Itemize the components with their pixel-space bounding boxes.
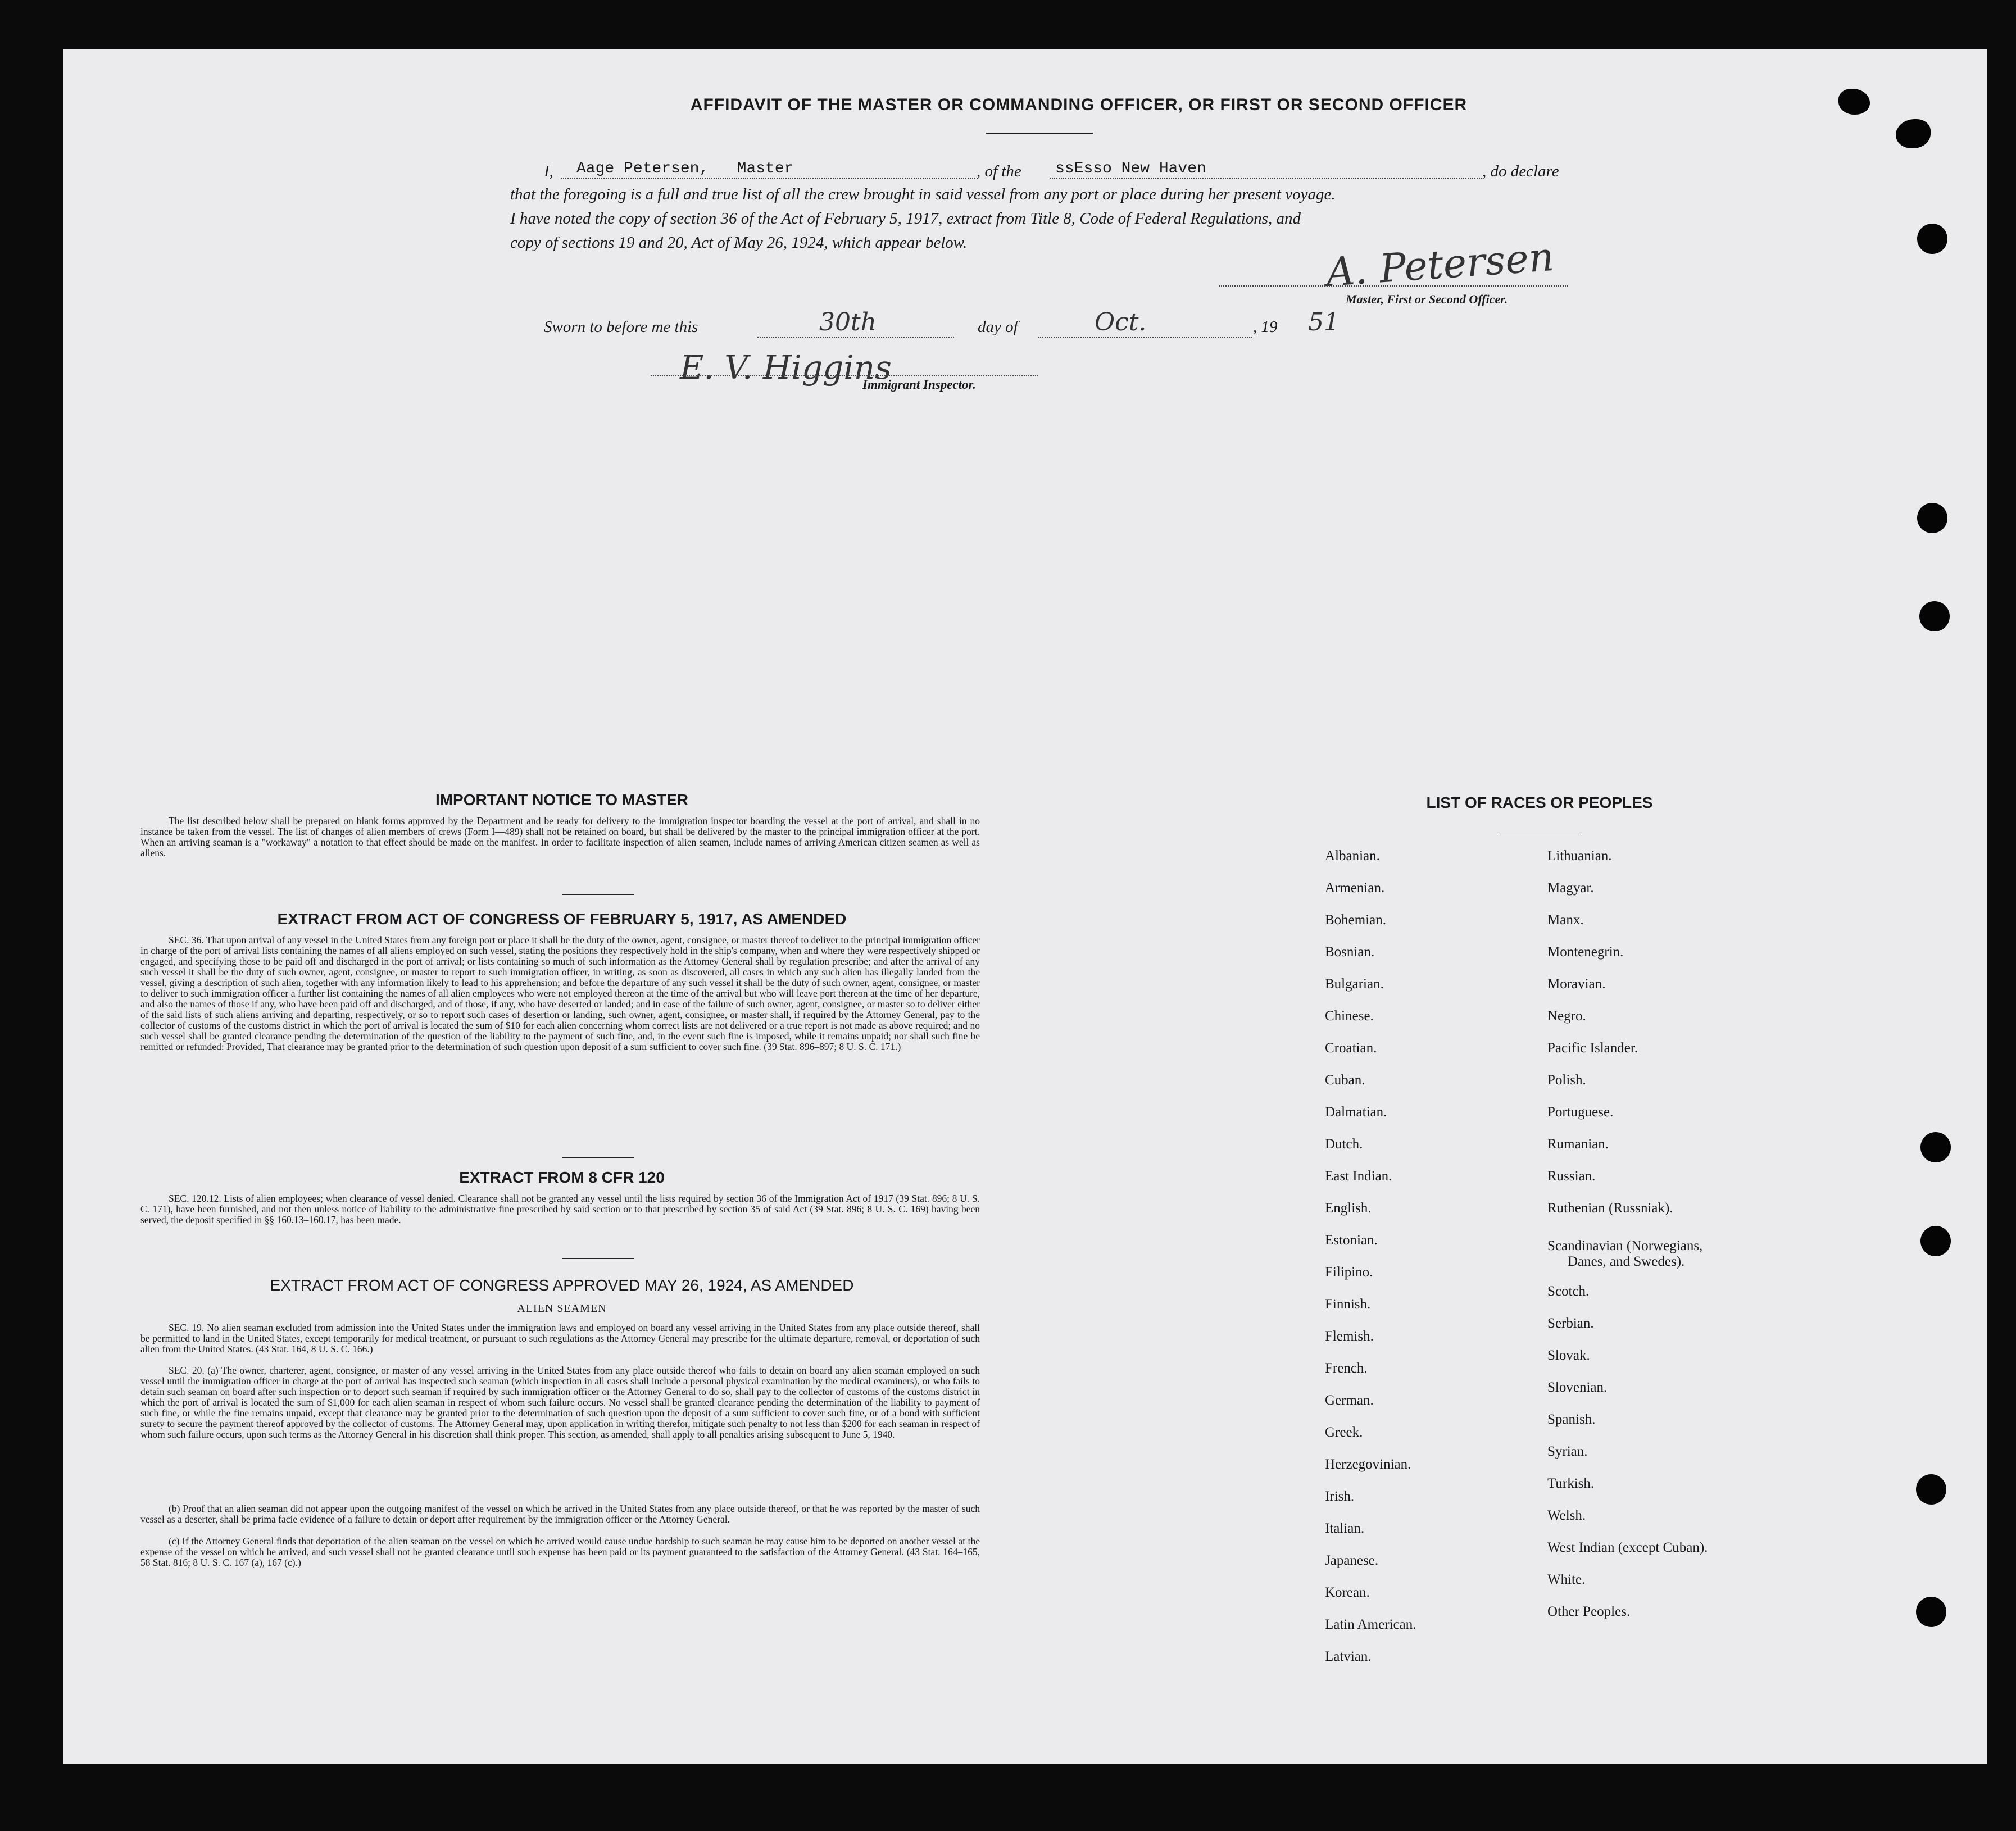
race-item: Bohemian. (1325, 912, 1387, 928)
punch-hole (1920, 1226, 1951, 1256)
race-item: East Indian. (1325, 1169, 1392, 1184)
do-declare-label: , do declare (1482, 162, 1559, 180)
races-column-1 (1325, 848, 1527, 1681)
sec19-text: SEC. 19. No alien seaman excluded from admission into the United States under the immigration laws and employed on board any vessel arriving in the United States from any place outside thereof, shall be permitted to land in the United States, except temporarily for medical treatment, or pursuant to such regulations as the Attorney General may prescribe for the ultimate departure, removal, or deportation of such alien from the United States. (43 Stat. 164, 8 U. S. C. 166.) (140, 1322, 980, 1355)
affidavit-line2: that the foregoing is a full and true list of all the crew brought in said vessel from any port or place during her present voyage. (510, 185, 1336, 203)
sworn-month-field: Oct. (1038, 308, 1252, 338)
sec20a-text: SEC. 20. (a) The owner, charterer, agent, consignee, or master of any vessel arriving in the United States from any place outside thereof who fails to detain on board any alien seaman employed on such vessel until the immigration officer in charge at the port of arrival has inspected such seaman (which inspection in all cases shall include a personal physical examination by the medical examiners), or who fails to detain such seaman on board after such inspection or to deport such seaman if required by such immigration officer or the Attorney General to do so, shall pay to the collector of customs of the customs district in which the port of arrival is located the sum of $1,000 for each alien seaman in respect of whom such failure occurs. No vessel shall be granted clearance pending the determination of the liability to payment of such fine, or while the fine remains unpaid, except that clearance may be granted prior to the determination of such question upon the deposit of a sum sufficient to cover such fine, or of a bond with sufficient surety to secure the payment thereof approved by the collector of customs. The Attorney General may, upon application in writing therefor, mitigate such penalty to not less than $200 for each seaman in respect of whom such failure occurs, upon such terms as the Attorney General in his discretion shall think proper. This section, as amended, shall apply to all penalties arising subsequent to June 5, 1940. (140, 1365, 980, 1440)
inspector-signature-line (651, 375, 1038, 376)
race-item: Welsh. (1547, 1508, 1586, 1523)
year-prefix-label: , 19 (1253, 318, 1278, 336)
race-item: Japanese. (1325, 1553, 1379, 1568)
extract-1917-title: EXTRACT FROM ACT OF CONGRESS OF FEBRUARY 5, 1917, AS AMENDED (277, 910, 847, 928)
title-underline (986, 133, 1093, 134)
punch-hole (1917, 503, 1947, 533)
race-item: Albanian. (1325, 848, 1380, 864)
sec20c-text: (c) If the Attorney General finds that deportation of the alien seaman on the vessel on which he arrived would cause undue hardship to such seaman he may cause him to be deported on another vessel at the expense of the vessel on which he arrived, and such vessel shall not be granted clearance until such expense has been paid or its payment guaranteed to the satisfaction of the Attorney General. (43 Stat. 164–165, 58 Stat. 816; 8 U. S. C. 167 (a), 167 (c).) (140, 1535, 980, 1568)
race-item: White. (1547, 1572, 1586, 1587)
i-label: I, (544, 162, 553, 180)
race-item: English. (1325, 1201, 1372, 1216)
race-item: Filipino. (1325, 1265, 1373, 1280)
extract-1917-body: SEC. 36. That upon arrival of any vessel in the United States from any foreign port or place it shall be the duty of the owner, agent, consignee, or master thereof to deliver to the principal immigration officer in charge of the port of arrival lists containing the names of all aliens employed on such vessel, stating the positions they respectively hold in the ship's company, when and where they were respectively shipped or engaged, and specifying those to be paid off and discharged in the port of arrival; or lists containing so much of such information as the Attorney General shall by regulation prescribe; and after the arrival of any such vessel it shall be the duty of such owner, agent, consignee, or master to report to such immigration officer, in writing, as soon as discovered, all cases in which any such alien has illegally landed from the vessel, giving a description of such alien, together with any information likely to lead to his apprehension; and before the departure of any such vessel it shall be the duty of such owner, agent, consignee, or master to deliver to such immigration officer a further list containing the names of all alien employees who were not employed thereon at the time of the arrival but who will leave port thereon at the time of her departure, and also the names of those if any, who have been paid off and discharged, and of those, if any, who have deserted or landed; and in case of the failure of such owner, agent, consignee, or master so to deliver either of the said lists of such aliens arriving and departing, respectively, or so to report such cases of desertion or landing, such owner, agent, consignee, or master shall, if required by the Attorney General, pay to the collector of customs of the customs district in which the port of arrival is located the sum of $10 for each alien concerning whom correct lists are not delivered or a true report is not made as above required; and no such vessel shall be granted clearance pending the determination of the question of the liability to the payment of such fine, and, in the event such fine is imposed, while it remains unpaid; nor shall such fine be remitted or refunded: Provided, That clearance may be granted prior to the determination of such question upon deposit of a sum sufficient to cover such fine. (39 Stat. 896–897; 8 U. S. C. 171.) (140, 934, 980, 1052)
sworn-line (544, 308, 1359, 343)
race-item: Syrian. (1547, 1444, 1588, 1459)
inspector-caption: Immigrant Inspector. (862, 378, 976, 392)
race-item: Serbian. (1547, 1316, 1594, 1331)
extract-8cfr-body: SEC. 120.12. Lists of alien employees; when clearance of vessel denied. Clearance shall not be granted any vessel until the lists required by section 36 of the Immigration Act of 1917 (39 Stat. 896; 8 U. S. C. 171), have been furnished, and not then unless notice of liability to the administrative fine prescribed by said section or to that prescribed by section 35 of said Act (39 Stat. 896; 8 U. S. C. 169) having been served, the deposit specified in §§ 160.13–160.17, has been made. (140, 1193, 980, 1225)
master-caption: Master, First or Second Officer. (1346, 292, 1508, 306)
race-item: Moravian. (1547, 976, 1606, 992)
race-item: Manx. (1547, 912, 1584, 928)
master-name-field: Aage Petersen, Master (561, 160, 975, 179)
day-of-label: day of (978, 318, 1018, 336)
vessel-name-field: ssEsso New Haven (1050, 160, 1482, 179)
master-signature-line (1219, 285, 1568, 287)
race-item: Flemish. (1325, 1329, 1374, 1344)
master-signature: A. Petersen (1324, 233, 1556, 296)
divider (562, 1157, 634, 1158)
race-item: West Indian (except Cuban). (1547, 1540, 1708, 1555)
race-item: Finnish. (1325, 1297, 1371, 1312)
sworn-label: Sworn to before me this (544, 318, 698, 336)
race-item: Latvian. (1325, 1649, 1372, 1664)
race-item: German. (1325, 1393, 1374, 1408)
race-item: Polish. (1547, 1073, 1586, 1088)
race-item: Danes, and Swedes). (1568, 1254, 1685, 1269)
race-item: Scandinavian (Norwegians, (1547, 1238, 1703, 1253)
race-item: Negro. (1547, 1008, 1586, 1024)
sworn-year-field: 51 (1308, 308, 1340, 337)
race-item: Korean. (1325, 1585, 1370, 1600)
of-the-label: , of the (977, 162, 1021, 180)
affidavit-line3: I have noted the copy of section 36 of the Act of February 5, 1917, extract from Title 8, Code of Federal Regulations, and (510, 210, 1301, 228)
affidavit-title: AFFIDAVIT OF THE MASTER OR COMMANDING OFFICER, OR FIRST OR SECOND OFFICER (690, 96, 1468, 114)
race-item: Montenegrin. (1547, 944, 1624, 960)
torn-corner-mark (1896, 119, 1931, 148)
inspector-signature: E. V. Higgins (680, 348, 892, 387)
race-item: Irish. (1325, 1489, 1355, 1504)
punch-hole (1919, 601, 1950, 631)
race-item: Portuguese. (1547, 1105, 1614, 1120)
race-item: Other Peoples. (1547, 1604, 1631, 1619)
race-item: Croatian. (1325, 1041, 1377, 1056)
notice-body: The list described below shall be prepared on blank forms approved by the Department and be ready for delivery to the immigration inspector boarding the vessel at the port of arrival, and shall in no instance be taken from the vessel. The list of changes of alien members of crews (Form I—489) shall not be retained on board, but shall be delivered by the master to the principal immigration officer at the port. When an arriving seaman is a "workaway" a notation to that effect should be made on the manifest. In order to facilitate inspection of alien seamen, include names of arriving American citizen seamen as well as aliens. (140, 815, 980, 858)
race-item: Dutch. (1325, 1137, 1363, 1152)
sec20b-text: (b) Proof that an alien seaman did not appear upon the outgoing manifest of the vessel on which he arrived in the United States from any place outside thereof, or that he was reported by the master of such vessel as a deserter, shall be prima facie evidence of a failure to detain or deport after requirement by the immigration officer or the Attorney General. (140, 1503, 980, 1525)
extract-1924-title: EXTRACT FROM ACT OF CONGRESS APPROVED MAY 26, 1924, AS AMENDED (270, 1276, 854, 1294)
race-item: Spanish. (1547, 1412, 1596, 1427)
race-item: Bulgarian. (1325, 976, 1384, 992)
punch-hole (1920, 1132, 1951, 1162)
races-title: LIST OF RACES OR PEOPLES (1426, 794, 1653, 811)
divider (562, 894, 634, 895)
extract-1924-subtitle: ALIEN SEAMEN (517, 1302, 607, 1315)
notice-title: IMPORTANT NOTICE TO MASTER (435, 791, 689, 808)
punch-hole (1916, 1474, 1946, 1505)
race-item: Estonian. (1325, 1233, 1378, 1248)
race-item: Armenian. (1325, 880, 1385, 896)
race-item: Italian. (1325, 1521, 1365, 1536)
race-item: Slovak. (1547, 1348, 1590, 1363)
race-item: Slovenian. (1547, 1380, 1608, 1395)
race-item: Dalmatian. (1325, 1105, 1387, 1120)
race-item: Magyar. (1547, 880, 1594, 896)
race-item: Rumanian. (1547, 1137, 1609, 1152)
race-item: Chinese. (1325, 1008, 1374, 1024)
divider (562, 1258, 634, 1259)
affidavit-line1 (544, 160, 1572, 183)
race-item: Latin American. (1325, 1617, 1416, 1632)
race-item: Greek. (1325, 1425, 1363, 1440)
races-column-2 (1547, 848, 1806, 1636)
race-item: Lithuanian. (1547, 848, 1612, 864)
race-item: Pacific Islander. (1547, 1041, 1638, 1056)
race-item: French. (1325, 1361, 1368, 1376)
punch-hole (1916, 1597, 1946, 1627)
race-item: Herzegovinian. (1325, 1457, 1411, 1472)
punch-hole (1917, 224, 1947, 254)
race-item: Turkish. (1547, 1476, 1595, 1491)
extract-8cfr-title: EXTRACT FROM 8 CFR 120 (459, 1169, 665, 1186)
race-item: Cuban. (1325, 1073, 1365, 1088)
race-item: Scotch. (1547, 1284, 1590, 1299)
race-item: Russian. (1547, 1169, 1596, 1184)
sworn-day-field: 30th (757, 308, 954, 338)
race-item: Bosnian. (1325, 944, 1375, 960)
race-item: Ruthenian (Russniak). (1547, 1201, 1673, 1216)
affidavit-line4: copy of sections 19 and 20, Act of May 26, 1924, which appear below. (510, 234, 968, 252)
